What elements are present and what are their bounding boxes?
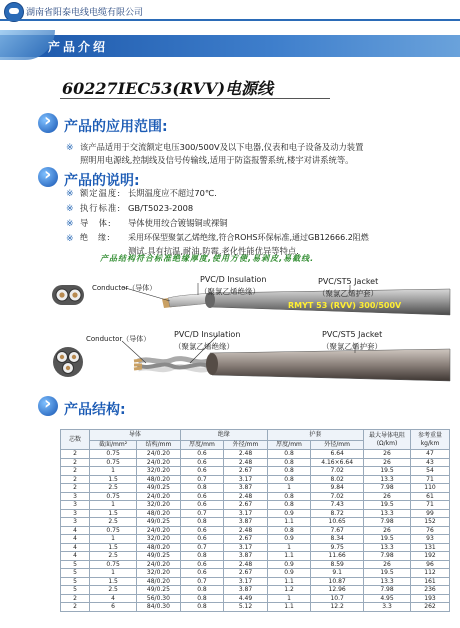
table-cell: 1 <box>267 594 311 603</box>
col-header-ins-od: 外径/mm <box>224 441 268 450</box>
star-bullet-icon: ※ <box>66 234 74 244</box>
table-cell: 112 <box>411 569 450 578</box>
table-cell: 5 <box>61 577 90 586</box>
structure-heading: 产品结构: <box>64 402 126 418</box>
table-cell: 10.65 <box>311 518 364 527</box>
table-cell: 3 <box>61 518 90 527</box>
table-cell: 2.5 <box>90 586 137 595</box>
table-cell: 24/0.20 <box>137 526 181 535</box>
table-row <box>61 577 450 586</box>
table-cell: 49/0.25 <box>137 484 181 493</box>
table-row <box>61 543 450 552</box>
table-cell: 12.96 <box>311 586 364 595</box>
table-cell: 4 <box>90 594 137 603</box>
table-cell: 7.02 <box>311 467 364 476</box>
col-header-jacket: 护套 <box>267 430 363 441</box>
jacket-label-1: PVC/ST5 Jacket <box>318 277 379 286</box>
table-cell: 0.6 <box>180 535 224 544</box>
table-cell: 0.8 <box>267 458 311 467</box>
table-cell: 0.8 <box>267 450 311 459</box>
table-cell: 9.1 <box>311 569 364 578</box>
table-cell: 1.1 <box>267 603 311 612</box>
table-cell: 96 <box>411 560 450 569</box>
table-cell: 61 <box>411 492 450 501</box>
table-cell: 0.6 <box>180 526 224 535</box>
table-cell: 3.17 <box>224 509 268 518</box>
table-cell: 2.5 <box>90 552 137 561</box>
table-cell: 32/0.20 <box>137 569 181 578</box>
table-cell: 49/0.25 <box>137 586 181 595</box>
table-cell: 26 <box>364 458 411 467</box>
table-cell: 4 <box>61 526 90 535</box>
table-cell: 0.75 <box>90 560 137 569</box>
table-cell: 2.67 <box>224 535 268 544</box>
table-cell: 13.3 <box>364 475 411 484</box>
table-cell: 193 <box>411 594 450 603</box>
table-cell: 0.75 <box>90 492 137 501</box>
table-cell: 8.02 <box>311 475 364 484</box>
table-cell: 236 <box>411 586 450 595</box>
table-cell: 0.8 <box>267 475 311 484</box>
star-bullet-icon: ※ <box>66 189 74 199</box>
table-cell: 19.5 <box>364 501 411 510</box>
spec-row <box>80 187 217 199</box>
table-cell: 32/0.20 <box>137 467 181 476</box>
table-cell: 19.5 <box>364 569 411 578</box>
table-cell: 1.5 <box>90 475 137 484</box>
spec-label: 额定温度: <box>80 188 121 198</box>
table-cell: 7.98 <box>364 586 411 595</box>
spec-label: 绝 缘: <box>80 233 111 242</box>
spec-row <box>80 217 228 229</box>
table-cell: 54 <box>411 467 450 476</box>
conductor-label-1: Conductor（导体） <box>92 284 157 292</box>
arrow-icon <box>38 167 58 187</box>
table-cell: 1.5 <box>90 509 137 518</box>
table-cell: 6 <box>90 603 137 612</box>
jacket-sub-1: （聚氯乙烯护套） <box>318 289 378 298</box>
table-row <box>61 535 450 544</box>
table-cell: 0.8 <box>180 484 224 493</box>
table-row <box>61 518 450 527</box>
cable1-cross-section <box>52 285 84 305</box>
company-name: 湖南省阳泰电线电缆有限公司 <box>26 8 144 18</box>
table-cell: 0.6 <box>180 467 224 476</box>
star-bullet-icon: ※ <box>66 219 74 229</box>
application-text-2: 照明用电源线,控制线及信号传输线,适用于防盗报警系统,楼宇对讲系统等。 <box>80 155 354 165</box>
table-cell: 7.98 <box>364 518 411 527</box>
table-cell: 2.48 <box>224 526 268 535</box>
table-row <box>61 586 450 595</box>
table-cell: 2.67 <box>224 467 268 476</box>
table-cell: 2.48 <box>224 450 268 459</box>
table-cell: 2.67 <box>224 569 268 578</box>
spec-row <box>80 202 193 214</box>
structure-caption: 产品结构符合标准绝缘厚度,使用方便,易剥皮,易截线. <box>100 254 315 263</box>
table-cell: 1 <box>267 543 311 552</box>
table-cell: 152 <box>411 518 450 527</box>
table-cell: 0.75 <box>90 450 137 459</box>
table-cell: 3.17 <box>224 577 268 586</box>
table-cell: 71 <box>411 501 450 510</box>
table-cell: 99 <box>411 509 450 518</box>
table-cell: 3 <box>61 492 90 501</box>
table-cell: 76 <box>411 526 450 535</box>
table-cell: 12.2 <box>311 603 364 612</box>
table-cell: 84/0.30 <box>137 603 181 612</box>
table-cell: 7.02 <box>311 492 364 501</box>
table-cell: 5.12 <box>224 603 268 612</box>
table-cell: 9.84 <box>311 484 364 493</box>
band-title: 产品介绍 <box>48 40 109 54</box>
table-cell: 0.8 <box>180 518 224 527</box>
spec-label: 执行标准: <box>80 203 121 213</box>
table-cell: 56/0.30 <box>137 594 181 603</box>
table-row <box>61 509 450 518</box>
spec-extra-line: 测试.具有抗温,耐油,防霉,老化性能优异等特点. <box>128 246 299 256</box>
table-row <box>61 560 450 569</box>
table-row <box>61 450 450 459</box>
table-cell: 0.6 <box>180 501 224 510</box>
description-heading: 产品的说明: <box>64 173 140 189</box>
table-cell: 48/0.20 <box>137 509 181 518</box>
table-cell: 32/0.20 <box>137 501 181 510</box>
table-cell: 131 <box>411 543 450 552</box>
jacket-label-2: PVC/ST5 Jacket <box>322 330 383 339</box>
col-header-area: 截面/mm² <box>90 441 137 450</box>
table-cell: 2.5 <box>90 518 137 527</box>
table-cell: 8.59 <box>311 560 364 569</box>
table-cell: 3.17 <box>224 543 268 552</box>
table-cell: 0.7 <box>180 577 224 586</box>
col-header-resistance <box>364 430 411 450</box>
resistance-unit: (Ω/km) <box>376 439 398 447</box>
cable2-cross-section <box>53 347 83 377</box>
table-cell: 0.9 <box>267 509 311 518</box>
table-cell: 26 <box>364 560 411 569</box>
table-cell: 2.48 <box>224 560 268 569</box>
table-cell: 0.6 <box>180 560 224 569</box>
spec-value: 采用环保型聚氯乙烯绝缘,符合ROHS环保标准,通过GB12666.2阻燃 <box>128 233 369 242</box>
header-divider <box>0 19 460 21</box>
spec-value: GB/T5023-2008 <box>128 203 194 213</box>
table-cell: 0.8 <box>267 492 311 501</box>
table-row <box>61 492 450 501</box>
table-cell: 2.48 <box>224 458 268 467</box>
table-cell: 19.5 <box>364 467 411 476</box>
table-cell: 13.3 <box>364 509 411 518</box>
table-cell: 1.1 <box>267 518 311 527</box>
table-row <box>61 475 450 484</box>
table-cell: 110 <box>411 484 450 493</box>
table-cell: 32/0.20 <box>137 535 181 544</box>
table-cell: 3.3 <box>364 603 411 612</box>
star-bullet-icon: ※ <box>66 143 74 153</box>
table-row <box>61 458 450 467</box>
weight-title: 参考重量 <box>417 432 442 439</box>
table-cell: 0.8 <box>180 586 224 595</box>
table-cell: 10.7 <box>311 594 364 603</box>
table-cell: 24/0.20 <box>137 560 181 569</box>
col-header-jkt-od: 外径/mm <box>311 441 364 450</box>
col-header-weight <box>411 430 450 450</box>
table-cell: 13.3 <box>364 543 411 552</box>
table-cell: 26 <box>364 492 411 501</box>
table-row <box>61 526 450 535</box>
insulation-label-1: PVC/D Insulation <box>200 275 267 284</box>
table-cell: 4 <box>61 552 90 561</box>
table-cell: 47 <box>411 450 450 459</box>
table-cell: 7.98 <box>364 552 411 561</box>
table-cell: 1.1 <box>267 577 311 586</box>
table-row <box>61 594 450 603</box>
star-bullet-icon: ※ <box>66 204 74 214</box>
table-cell: 3.87 <box>224 552 268 561</box>
insulation-sub-2: （聚氯乙烯绝缘） <box>174 342 234 351</box>
col-header-cores: 芯数 <box>61 430 90 450</box>
table-cell: 24/0.20 <box>137 458 181 467</box>
spec-value: 导体使用绞合镀锡铜或裸铜 <box>128 218 228 228</box>
table-cell: 3.87 <box>224 484 268 493</box>
table-cell: 0.7 <box>180 475 224 484</box>
table-cell: 1.2 <box>267 586 311 595</box>
table-cell: 2.48 <box>224 492 268 501</box>
table-cell: 5 <box>61 586 90 595</box>
arrow-icon <box>38 396 58 416</box>
table-cell: 2 <box>61 450 90 459</box>
resistance-title: 最大导体电阻 <box>368 432 405 439</box>
table-cell: 0.7 <box>180 509 224 518</box>
table-cell: 7.43 <box>311 501 364 510</box>
table-cell: 2 <box>61 475 90 484</box>
table-cell: 0.75 <box>90 526 137 535</box>
table-cell: 1 <box>267 484 311 493</box>
table-cell: 0.75 <box>90 458 137 467</box>
table-cell: 48/0.20 <box>137 577 181 586</box>
table-cell: 7.98 <box>364 484 411 493</box>
table-cell: 1 <box>90 467 137 476</box>
table-cell: 13.3 <box>364 577 411 586</box>
table-cell: 0.8 <box>180 552 224 561</box>
table-cell: 3.87 <box>224 518 268 527</box>
table-cell: 0.9 <box>267 560 311 569</box>
table-row <box>61 467 450 476</box>
table-cell: 1 <box>90 569 137 578</box>
table-cell: 161 <box>411 577 450 586</box>
table-cell: 26 <box>364 526 411 535</box>
table-cell: 2 <box>61 484 90 493</box>
table-cell: 48/0.20 <box>137 543 181 552</box>
table-cell: 4.49 <box>224 594 268 603</box>
table-cell: 2 <box>61 458 90 467</box>
table-cell: 6.64 <box>311 450 364 459</box>
table-cell: 9.75 <box>311 543 364 552</box>
col-header-strands: 结构/mm <box>137 441 181 450</box>
table-cell: 4.95 <box>364 594 411 603</box>
application-heading: 产品的应用范围: <box>64 119 168 135</box>
table-cell: 0.8 <box>180 594 224 603</box>
table-cell: 0.9 <box>267 535 311 544</box>
col-header-jkt-thickness: 厚度/mm <box>267 441 311 450</box>
table-cell: 1.5 <box>90 543 137 552</box>
insulation-label-2: PVC/D Insulation <box>174 330 241 339</box>
table-cell: 3 <box>61 509 90 518</box>
col-header-ins-thickness: 厚度/mm <box>180 441 224 450</box>
table-cell: 3.17 <box>224 475 268 484</box>
cable-print-text: RMYT 53 (RVV) 300/500V <box>288 301 402 310</box>
table-cell: 11.66 <box>311 552 364 561</box>
table-row <box>61 552 450 561</box>
table-cell: 0.8 <box>267 467 311 476</box>
table-cell: 71 <box>411 475 450 484</box>
table-cell: 0.9 <box>267 569 311 578</box>
table-cell: 5 <box>61 560 90 569</box>
table-cell: 2 <box>61 467 90 476</box>
table-cell: 8.34 <box>311 535 364 544</box>
table-cell: 10.87 <box>311 577 364 586</box>
spec-value: 长期温度应不超过70℃. <box>128 188 217 198</box>
product-title: 60227IEC53(RVV)电源线 <box>62 79 274 98</box>
table-cell: 2.67 <box>224 501 268 510</box>
table-cell: 2 <box>61 603 90 612</box>
table-cell: 0.6 <box>180 450 224 459</box>
table-cell: 262 <box>411 603 450 612</box>
table-cell: 0.8 <box>267 501 311 510</box>
table-cell: 5 <box>61 569 90 578</box>
table-cell: 0.8 <box>180 603 224 612</box>
table-cell: 49/0.25 <box>137 552 181 561</box>
spec-label: 导 体: <box>80 218 112 228</box>
cable2-body <box>134 349 450 381</box>
table-row <box>61 569 450 578</box>
table-cell: 0.6 <box>180 569 224 578</box>
structure-table <box>60 429 450 612</box>
table-cell: 4 <box>61 543 90 552</box>
table-cell: 2 <box>61 594 90 603</box>
table-cell: 19.5 <box>364 535 411 544</box>
table-cell: 26 <box>364 450 411 459</box>
table-cell: 2.5 <box>90 484 137 493</box>
table-cell: 0.7 <box>180 543 224 552</box>
table-cell: 1.5 <box>90 577 137 586</box>
conductor-label-2: Conductor（导体） <box>86 335 151 343</box>
title-underline <box>60 98 330 99</box>
table-cell: 43 <box>411 458 450 467</box>
table-cell: 48/0.20 <box>137 475 181 484</box>
table-cell: 4.16×6.64 <box>311 458 364 467</box>
jacket-sub-2: （聚氯乙烯护套） <box>322 342 382 351</box>
table-cell: 24/0.20 <box>137 492 181 501</box>
col-header-insulation: 绝缘 <box>180 430 267 441</box>
table-cell: 1 <box>90 501 137 510</box>
table-cell: 4 <box>61 535 90 544</box>
table-row <box>61 603 450 612</box>
table-cell: 49/0.25 <box>137 518 181 527</box>
table-row <box>61 501 450 510</box>
insulation-sub-1: （聚氯乙烯绝缘） <box>200 287 260 296</box>
table-cell: 0.8 <box>267 526 311 535</box>
table-cell: 8.72 <box>311 509 364 518</box>
table-cell: 1 <box>90 535 137 544</box>
table-cell: 93 <box>411 535 450 544</box>
col-header-conductor: 导体 <box>90 430 181 441</box>
table-cell: 3.87 <box>224 586 268 595</box>
table-cell: 7.67 <box>311 526 364 535</box>
table-cell: 192 <box>411 552 450 561</box>
table-cell: 24/0.20 <box>137 450 181 459</box>
table-row <box>61 484 450 493</box>
application-text-1: 该产品适用于交流额定电压300/500V及以下电器,仪表和电子设备及动力装置 <box>80 142 364 152</box>
table-cell: 0.6 <box>180 458 224 467</box>
table-cell: 3 <box>61 501 90 510</box>
weight-unit: kg/km <box>420 439 440 447</box>
table-cell: 0.6 <box>180 492 224 501</box>
arrow-icon <box>38 113 58 133</box>
table-cell: 1.1 <box>267 552 311 561</box>
spec-row <box>80 232 369 243</box>
